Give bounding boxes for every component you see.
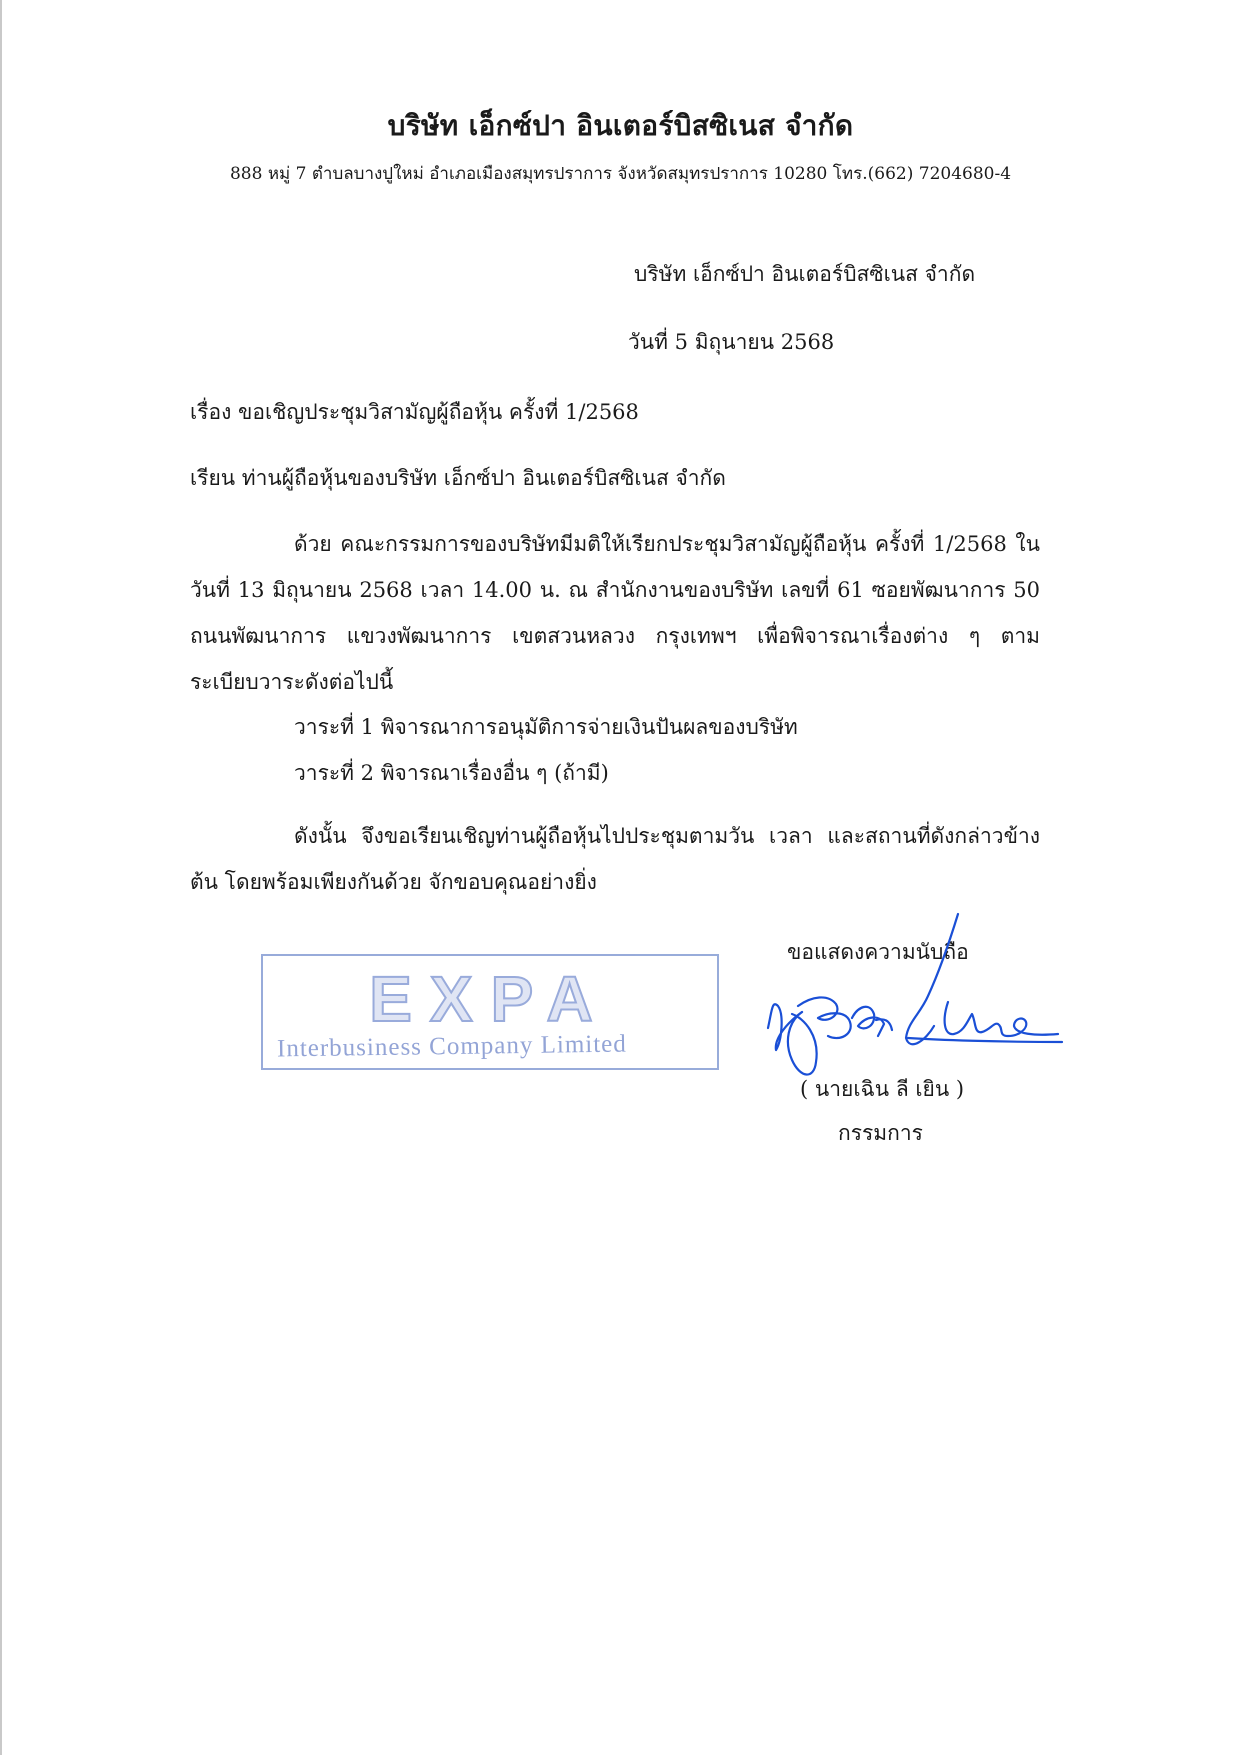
letter-subject: เรื่อง ขอเชิญประชุมวิสามัญผู้ถือหุ้น ครั้งที่ 1/2568: [190, 400, 639, 424]
body-paragraph-2: ดังนั้น จึงขอเรียนเชิญท่านผู้ถือหุ้นไปประชุมตามวัน เวลา และสถานที่ดังกล่าวข้างต้น โดยพร้อมเพียงกันด้วย จักขอบคุณอย่างยิ่ง: [190, 824, 1040, 894]
closing-salutation: ขอแสดงความนับถือ: [787, 940, 969, 964]
letterhead-address: 888 หมู่ 7 ตำบลบางปูใหม่ อำเภอเมืองสมุทรปราการ จังหวัดสมุทรปราการ 10280 โทร.(662) 7204680-4: [229, 164, 1012, 184]
signatory-title: กรรมการ: [838, 1121, 923, 1145]
page-edge: [0, 0, 2, 1755]
agenda-item-2: วาระที่ 2 พิจารณาเรื่องอื่น ๆ (ถ้ามี): [294, 761, 609, 785]
letter-recipient: เรียน ท่านผู้ถือหุ้นของบริษัท เอ็กซ์ปา อินเตอร์บิสซิเนส จำกัด: [190, 466, 726, 490]
stamp-sub-text: Interbusiness Company Limited: [276, 1030, 627, 1063]
letterhead-company-name: บริษัท เอ็กซ์ปา อินเตอร์บิสซิเนส จำกัด: [387, 109, 854, 142]
body-paragraph-1: ด้วย คณะกรรมการของบริษัทมีมติให้เรียกประชุมวิสามัญผู้ถือหุ้น ครั้งที่ 1/2568 ในวันที่ 13 มิถุนายน 2568 เวลา 14.00 น. ณ สำนักงานของบริษัท เลขที่ 61 ซอยพัฒนาการ 50 ถนนพัฒนาการ แขวงพัฒนาการ เขตสวนหลวง กรุงเทพฯ เพื่อพิจารณาเรื่องต่าง ๆ ตามระเบียบวาระดังต่อไปนี้: [190, 532, 1040, 694]
agenda-item-1: วาระที่ 1 พิจารณาการอนุมัติการจ่ายเงินปันผลของบริษัท: [294, 715, 798, 739]
stamp-logo-text: EXPA: [369, 963, 611, 1035]
signatory-name: ( นายเฉิน ลี เยิน ): [800, 1077, 965, 1101]
letter-date: วันที่ 5 มิถุนายน 2568: [628, 330, 835, 354]
sender-company-name: บริษัท เอ็กซ์ปา อินเตอร์บิสซิเนส จำกัด: [634, 262, 976, 286]
company-stamp: [261, 954, 719, 1070]
